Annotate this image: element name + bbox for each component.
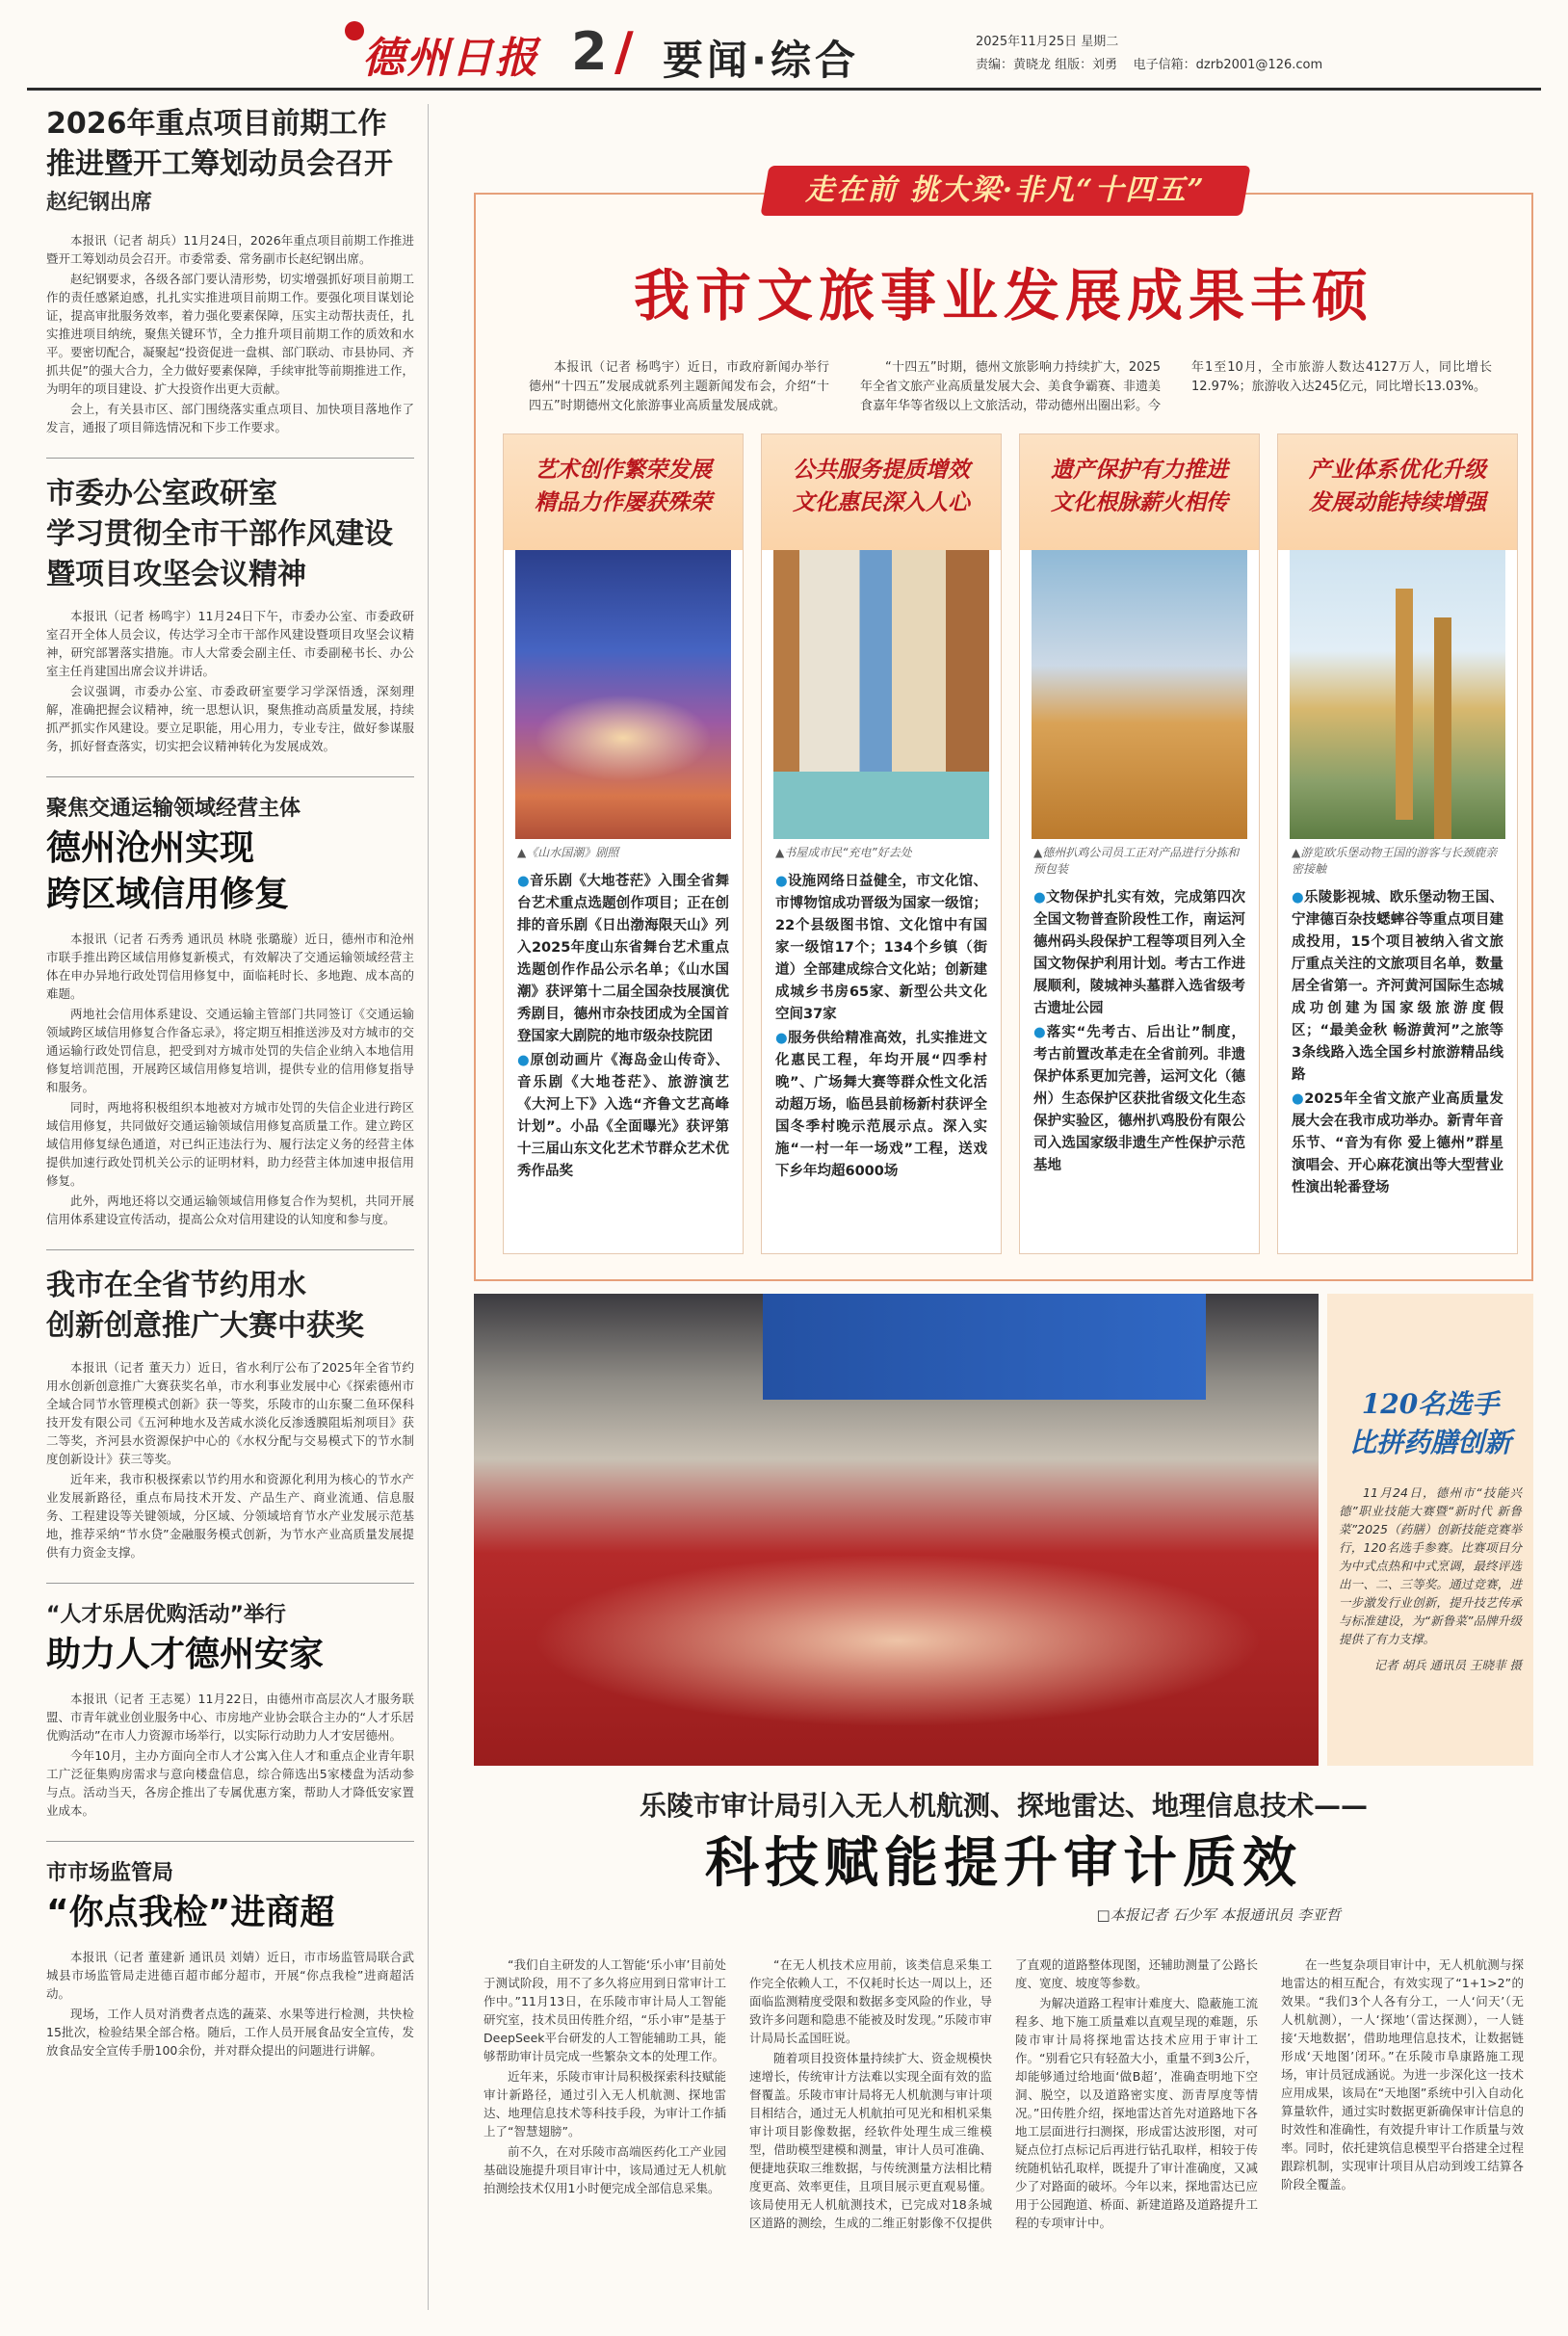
feature-lead <box>529 358 1492 416</box>
paragraph: 文物保护扎实有效，完成第四次全国文物普查阶段性工作，南运河德州码头段保护工程等项目列入全国文物保护利用计划。考古工作进展顺利，陵城神头墓群入选省级考古遗址公园 <box>1033 890 1246 1016</box>
paragraph: 今年10月，主办方面向全市人才公寓入住人才和重点企业青年职工广泛征集购房需求与意向楼盘信息，综合筛选出5家楼盘为活动参与点。活动当天，各房企推出了专属优惠方案，帮助人才降低安家置业成本。 <box>46 1748 414 1818</box>
article-headline[interactable]: 科技赋能提升审计质效 <box>705 1831 1302 1895</box>
bullet-icon: ● <box>517 1053 531 1068</box>
page-number: 2 <box>571 21 608 82</box>
header-meta <box>976 31 1322 77</box>
paragraph: 近年来，乐陵市审计局积极探索科技赋能审计新路径，通过引入无人机航测、探地雷达、地理信息技术等科技手段，为审计工作插上了“智慧翅膀”。 <box>483 2069 726 2139</box>
photo-credit: 记者 胡兵 通讯员 王晓菲 摄 <box>1373 1658 1522 1672</box>
paragraph: 两地社会信用体系建设、交通运输主管部门共同签订《交通运输领域跨区域信用修复合作备忘录》，将定期互相推送涉及对方城市的交通运输行政处罚信息，把受到对方城市处罚的失信企业纳入本地信用修复培训范围，开展跨区域信用修复培训，提供专业的信用修复指导和服务。 <box>46 1007 414 1094</box>
paragraph: 服务供给精准高效，扎实推进文化惠民工程，年均开展“四季村晚”、广场舞大赛等群众性文化活动超万场，临邑县前杨新村获评全国冬季村晚示范展示点。深入实施“一村一年一场戏”工程，送戏下乡年均超6000场 <box>775 1031 988 1179</box>
article-headline[interactable]: 市委办公室政研室 <box>46 477 277 511</box>
article-headline[interactable]: 德州沧州实现 <box>46 828 255 868</box>
feature-card-public-service[interactable] <box>761 433 1002 1254</box>
article-headline[interactable]: 助力人才德州安家 <box>46 1635 325 1674</box>
article-body <box>29 930 414 1228</box>
giraffe-zoo-photo[interactable] <box>1290 550 1505 839</box>
food-packaging-photo[interactable] <box>1032 550 1247 839</box>
article-credit-repair[interactable] <box>29 793 414 1228</box>
issue-date: 2025年11月25日 星期二 <box>976 35 1119 49</box>
bullet-icon: ● <box>1292 890 1304 906</box>
bullet-icon: ● <box>1033 1025 1047 1040</box>
card-header <box>1278 434 1517 550</box>
paragraph: “我们自主研发的人工智能‘乐小审’目前处于测试阶段，用不了多久将应用到日常审计工作中。”11月13日，在乐陵市审计局人工智能研究室，技术员田传胜介绍，“乐小审”是基于DeepSeek平台研发的人工智能辅助工具，能够帮助审计员完成一些繁杂文本的处理工作。 <box>483 1957 726 2063</box>
paragraph: 随着项目投资体量持续扩大、资金规模快速增长，传统审计方法难以实现全面有效的监督覆盖。乐陵市审计局将无人机航测与审计项目相结合，通过无人机航拍可见光和相机采集审计项目影像数据，经软件处理生成三维模型，借助模型建模和测量，审计人员可准确、便捷地获取三维数据，与传统测量方法相比精度更高、效率更佳，且项目展示更直观易懂。该局使用无人机航测技术，已完成对18条城区道路的测绘，生成的二维正射影像不仅提供了直观的道路整体现图，还辅助测量了公路长度、宽度、坡度等参数。 <box>749 1957 1258 2230</box>
article-headline[interactable]: 学习贯彻全市干部作风建设 <box>46 517 393 551</box>
paragraph: 前不久，在对乐陵市高端医药化工产业园基础设施提升项目审计中，该局通过无人机航拍测绘技术仅用1小时便完成全部信息采集。 <box>483 2144 726 2195</box>
card-body <box>504 867 743 1189</box>
article-byline: □本报记者 石少军 本报通讯员 李亚哲 <box>1096 1906 1341 1924</box>
article-market-inspection[interactable] <box>29 1857 414 2060</box>
paragraph: 2025年全省文旅产业高质量发展大会在我市成功举办。新青年音乐节、“音为有你 爱上德州”群星演唱会、开心麻花演出等大型营业性演出轮番登场 <box>1292 1091 1503 1195</box>
feature-card-art[interactable] <box>503 433 744 1254</box>
paragraph: 原创动画片《海岛金山传奇》、音乐剧《大地苍茫》、旅游演艺《大河上下》入选“齐鲁文艺高峰计划”。小品《全面曝光》获评第十三届山东文化艺术节群众艺术优秀作品奖 <box>517 1053 729 1179</box>
section-title: 要闻·综合 <box>663 37 859 84</box>
paragraph: 此外，两地还将以交通运输领域信用修复合作为契机，共同开展信用体系建设宣传活动，提高公众对信用建设的认知度和参与度。 <box>46 1194 414 1226</box>
paragraph: 本报讯（记者 杨鸣宇）11月24日下午，市委办公室、市委政研室召开全体人员会议，传达学习全市干部作风建设暨项目攻坚会议精神，研究部署落实措施。市人大常委会副主任、市委副秘书长、办公室主任肖建国出席会议并讲话。 <box>46 609 414 678</box>
article-headline[interactable]: 我市在全省节约用水 <box>46 1269 306 1302</box>
paragraph: 落实“先考古、后出让”制度，考古前置改革走在全省前列。非遗保护体系更加完善，运河文化（德州）生态保护区获批省级文化生态保护实验区，德州扒鸡股份有限公司入选国家级非遗生产性保护示范基地 <box>1033 1025 1246 1173</box>
paragraph: 本报讯（记者 胡兵）11月24日，2026年重点项目前期工作推进暨开工筹划动员会召开。市委常委、常务副市长赵纪钢出席。 <box>46 233 414 266</box>
article-audit-technology <box>474 1787 1533 2307</box>
article-kicker: 市市场监管局 <box>46 1861 174 1885</box>
card-title: 产业体系优化升级 <box>1309 457 1486 483</box>
article-subtitle: 赵纪钢出席 <box>46 191 153 215</box>
article-water-saving[interactable] <box>29 1266 414 1562</box>
paragraph: 本报讯（记者 杨鸣宇）近日，市政府新闻办举行德州“十四五”发展成就系列主题新闻发布会，介绍“十四五”时期德州文化旅游事业高质量发展成就。 <box>529 360 829 413</box>
bullet-icon: ● <box>1033 890 1046 906</box>
article-body <box>29 1690 414 1820</box>
card-header <box>504 434 743 550</box>
card-header <box>762 434 1001 550</box>
paragraph: 现场，工作人员对消费者点选的蔬菜、水果等进行检测，共快检15批次，检验结果全部合格。随后，工作人员开展食品安全宣传，发放食品安全宣传手册100余份，并对群众提出的问题进行讲解。 <box>46 2007 414 2058</box>
logo-badge-icon <box>345 21 364 40</box>
bullet-icon: ● <box>775 1031 788 1046</box>
bullet-icon: ● <box>775 874 788 889</box>
newspaper-logo[interactable]: 德州日报 <box>362 34 539 83</box>
card-title: 文化根脉薪火相传 <box>1051 489 1228 515</box>
paragraph: 本报讯（记者 王志冕）11月22日，由德州市高层次人才服务联盟、市青年就业创业服务中心、市房地产业协会联合主办的“人才乐居优购活动”在市人力资源市场举行，以实际行动助力人才安居德州。 <box>46 1692 414 1743</box>
article-body <box>29 1358 414 1562</box>
article-policy-office[interactable] <box>29 474 414 755</box>
divider <box>46 1583 414 1584</box>
series-banner <box>760 166 1250 216</box>
paragraph: “在无人机技术应用前，该类信息采集工作完全依赖人工，不仅耗时长达一周以上，还面临监测精度受限和数据多变风险的作业，导致许多问题和隐患不能被及时发现。”乐陵市审计局局长孟国旺说。 <box>749 1957 992 2045</box>
bullet-icon: ● <box>517 874 530 889</box>
card-title: 艺术创作繁荣发展 <box>535 457 712 483</box>
feature-headline[interactable]: 我市文旅事业发展成果丰硕 <box>633 263 1373 328</box>
paragraph: 本报讯（记者 石秀秀 通讯员 林晓 张璐璇）近日，德州市和沧州市联手推出跨区域信用修复新模式，有效解决了交通运输领域经营主体在申办异地行政处罚信用修复中，面临耗时长、多地跑、成本高的难题。 <box>46 932 414 1001</box>
paragraph: 本报讯（记者 董建新 通讯员 刘婧）近日，市市场监管局联合武城县市场监管局走进德百超市邮分超市，开展“你点我检”进商超活动。 <box>46 1950 414 2001</box>
article-headline[interactable]: 暨项目攻坚会议精神 <box>46 558 306 591</box>
page-slash: / <box>614 21 634 82</box>
paragraph: 会上，有关县市区、部门围绕落实重点项目、加快项目落地作了发言，通报了项目筛选情况和下步工作要求。 <box>46 402 414 434</box>
email[interactable]: 电子信箱：dzrb2001@126.com <box>1133 58 1323 72</box>
article-headline[interactable]: “你点我检”进商超 <box>46 1893 335 1932</box>
masthead <box>27 13 1541 91</box>
card-body <box>1278 883 1517 1205</box>
card-title: 精品力作屡获殊荣 <box>535 489 712 515</box>
photo-caption: ▲游览欧乐堡动物王国的游客与长颈鹿亲密接触 <box>1292 846 1498 876</box>
article-body <box>29 1948 414 2060</box>
photo-story-headline[interactable]: 比拼药膳创新 <box>1348 1427 1511 1458</box>
paragraph: “十四五”时期，德州文旅影响力持续扩大，2025年全省文旅产业高质量发展大会、美食争霸赛、非遗美食嘉年华等省级以上文旅活动，带动德州出圈出彩。今年1至10月，全市旅游人数达4127万人，同比增长12.97%；旅游收入达245亿元，同比增长13.03%。 <box>860 360 1492 413</box>
paragraph: 同时，两地将积极组织本地被对方城市处罚的失信企业进行跨区域信用修复，共同做好交通运输领域信用修复高质量工作。建立跨区域信用修复绿色通道，对已纠正违法行为、履行法定义务的经营主体提供加速行政处罚机关公示的证明材料，助力经营主体加速申报信用修复。 <box>46 1100 414 1188</box>
article-kicker: 乐陵市审计局引入无人机航测、探地雷达、地理信息技术—— <box>639 1790 1368 1822</box>
left-news-column <box>29 104 429 2310</box>
photo-story-headline[interactable]: 120名选手 <box>1361 1388 1500 1420</box>
divider <box>46 458 414 459</box>
paragraph: 本报讯（记者 董天力）近日，省水利厅公布了2025年全省节约用水创新创意推广大赛获奖名单，市水利事业发展中心《探索德州市全域合同节水管理模式创新》获一等奖，乐陵市的山东聚二鱼环保科技开发有限公司《五河种地水及苦咸水淡化反渗透膜阻垢剂项目》获二等奖，齐河县水资源保护中心的《水权分配与交易模式下的节水制度创新设计》获三等奖。 <box>46 1360 414 1466</box>
card-title: 文化惠民深入人心 <box>793 489 970 515</box>
article-kicker: “人才乐居优购活动”举行 <box>46 1603 286 1627</box>
article-kicker: 聚焦交通运输领域经营主体 <box>46 797 301 821</box>
photo-story-sidebar <box>1327 1294 1533 1766</box>
article-headline[interactable]: 跨区域信用修复 <box>46 875 290 914</box>
card-title: 发展动能持续增强 <box>1309 489 1486 515</box>
article-headline[interactable]: 创新创意推广大赛中获奖 <box>46 1309 364 1343</box>
card-title: 遗产保护有力推进 <box>1051 457 1228 483</box>
paragraph: 在一些复杂项目审计中，无人机航测与探地雷达的相互配合，有效实现了“1+1>2”的效果。“我们3个人各有分工，一人‘问天’（无人机航测），一人‘探地’（雷达探测），一人链接‘天地数据’，借助地理信息技术，让数据链形成‘天地图’闭环。”在乐陵市阜康路施工现场，审计员冠成涵说。为进一步深化这一技术应用成果，该局在“天地图”系统中引入自动化算量软件，通过实时数据更新确保审计信息的时效性和准确性，有效提升审计工作质量与效率。同时，依托建筑信息模型平台搭建全过程跟踪机制，实现审计项目从启动到竣工结算各阶段全覆盖。 <box>1281 1957 1524 2192</box>
feature-culture-tourism <box>474 173 1533 1281</box>
photo-caption: ▲德州扒鸡公司员工正对产品进行分拣和预包装 <box>1033 846 1240 876</box>
feature-card-industry[interactable] <box>1277 433 1518 1254</box>
article-talent-housing[interactable] <box>29 1599 414 1820</box>
card-title: 公共服务提质增效 <box>793 457 970 483</box>
stage-performance-photo[interactable] <box>515 550 731 839</box>
feature-card-heritage[interactable] <box>1019 433 1260 1254</box>
paragraph: 乐陵影视城、欧乐堡动物王国、宁津德百杂技蟋蟀谷等重点项目建成投用，15个项目被纳入省文旅厅重点关注的文旅项目名单，数量居全省第一。齐河黄河国际生态城成功创建为国家级旅游度假区；“最美金秋 畅游黄河”之旅等3条线路入选全国乡村旅游精品线路 <box>1292 890 1504 1083</box>
article-body <box>29 231 414 436</box>
photo-caption: ▲《山水国潮》剧照 <box>517 846 619 859</box>
cooking-competition-photo[interactable] <box>474 1294 1319 1766</box>
photo-caption: ▲书屋成市民“充电”好去处 <box>775 846 912 859</box>
article-headline[interactable]: 推进暨开工筹划动员会召开 <box>46 147 393 181</box>
card-body <box>762 867 1001 1189</box>
divider <box>46 1249 414 1250</box>
divider <box>46 1841 414 1842</box>
editors: 责编：黄晓龙 组版：刘勇 <box>976 58 1118 72</box>
paragraph: 赵纪钢要求，各级各部门要认清形势，切实增强抓好项目前期工作的责任感紧迫感，扎扎实实推进项目前期工作。要强化项目谋划论证，提高审批服务效率，着力强化要素保障，压实主动帮扶责任，扎实推进项目纳统，聚焦关键环节，全力推升项目前期工作的质效和水平。要密切配合，凝聚起“投资促进一盘棋、部门联动、市县协同、齐抓共促”的强大合力，全力做好要素保障，手续审批等前期推进工作，为明年的项目建设、扩大投资作出更大贡献。 <box>46 272 414 396</box>
article-project-meeting[interactable] <box>29 104 414 436</box>
paragraph: 会议强调，市委办公室、市委政研室要学习学深悟透，深刻理解，准确把握会议精神，统一思想认识，聚焦推动高质量发展，持续抓严抓实作风建设。要立足职能，用心用力，专业专注，做好参谋服务，抓好督查落实，切实把会议精神转化为发展成效。 <box>46 684 414 753</box>
library-photo[interactable] <box>773 550 989 839</box>
paragraph: 音乐剧《大地苍茫》入围全省舞台艺术重点选题创作项目；正在创排的音乐剧《日出渤海限天山》列入2025年度山东省舞台艺术重点选题创作作品公示名单；《山水国潮》获评第十二届全国杂技展演优秀剧目，德州市杂技团成为全国首登国家大剧院的地市级杂技院团 <box>517 874 730 1044</box>
divider <box>46 776 414 777</box>
paragraph: 近年来，我市积极探索以节约用水和资源化利用为核心的节水产业发展新路径，重点布局技术开发、产品生产、商业流通、信息服务、工程建设等关键领域，分区域、分领域培育节水产业发展示范基地，推荐采纳“节水贷”金融服务模式创新，为节水产业高质量发展提供有力资金支撑。 <box>46 1472 414 1560</box>
paragraph: 为解决道路工程审计难度大、隐蔽施工流程多、地下施工质量难以直观呈现的难题，乐陵市审计局将探地雷达技术应用于审计工作。“别看它只有轻盈大小，重量不到3公斤，却能够通过给地面‘做B超’，准确查明地下空洞、脱空，以及道路密实度、沥青厚度等情况。”田传胜介绍，探地雷达首先对道路地下各地工层面进行扫测探，形成雷达波形图，对可疑点位打点标记后再进行钻孔取样，相较于传统随机钻孔取样，既提升了审计准确度，又减少了对路面的破坏。今年以来，探地雷达已应用于公园跑道、桥面、新建道路及道路提升工程的专项审计中。 <box>1015 1996 1258 2230</box>
paragraph: 设施网络日益健全，市文化馆、市博物馆成功晋级为国家一级馆；22个县级图书馆、文化馆中有国家一级馆17个；134个乡镇（街道）全部建成综合文化站；创新建成城乡书房65家、新型公共文化空间37家 <box>775 874 988 1022</box>
article-body <box>474 1955 1533 2232</box>
article-headline[interactable]: 2026年重点项目前期工作 <box>46 107 387 141</box>
card-body <box>1020 883 1259 1183</box>
bullet-icon: ● <box>1292 1091 1305 1107</box>
photo-story-body: 11月24日，德州市“技能兴德”职业技能大赛暨“新时代 新鲁菜”2025（药膳）创新技能竞赛举行，120名选手参赛。比赛项目分为中式点热和中式烹调，最终评选出一、二、三等奖。通过竞赛，进一步激发行业创新，提升技艺传承与标准建设，为“新鲁菜”品牌升级提供了有力支撑。 <box>1339 1485 1522 1646</box>
card-header <box>1020 434 1259 550</box>
article-body <box>29 607 414 755</box>
banner-text: 走在前 挑大梁·非凡“十四五” <box>805 173 1206 207</box>
